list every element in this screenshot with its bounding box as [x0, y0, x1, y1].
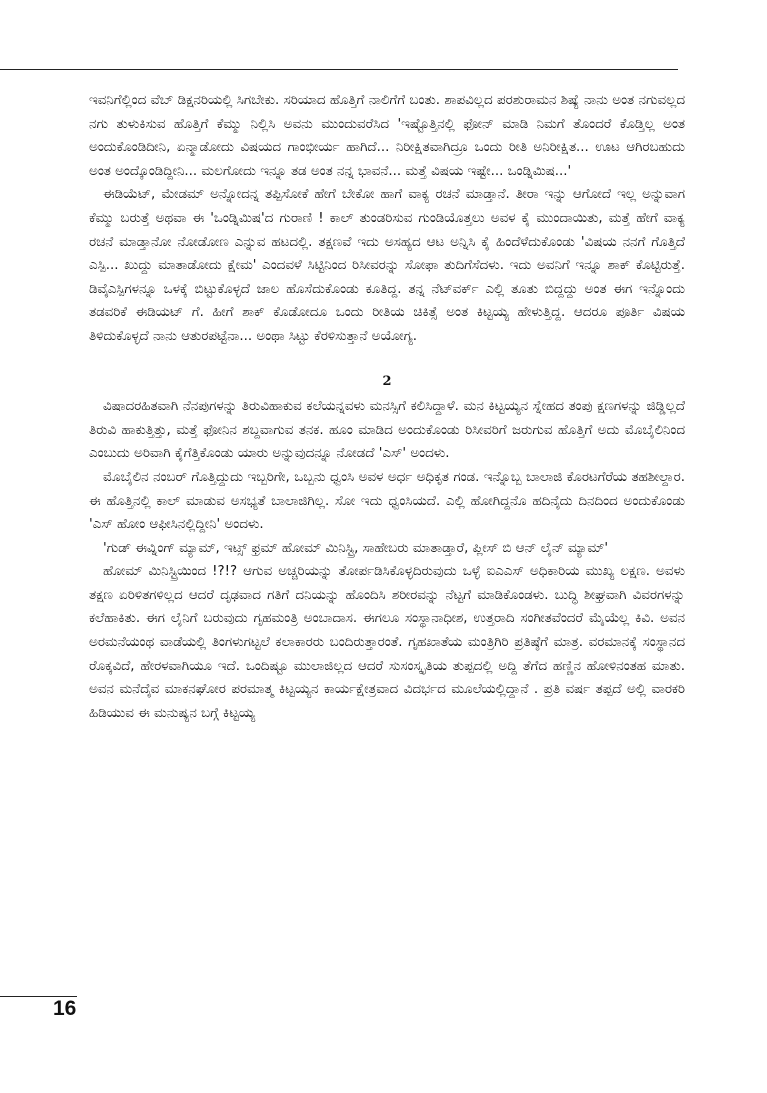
paragraph: ಈಡಿಯೆಟ್, ಮೇಡಮ್ ಅನ್ನೋದನ್ನ ತಪ್ಪಿಸೋಕೆ ಹೇಗೆ ಬೇಕೋ ಹಾಗೆ ವಾಕ್ಯ ರಚನೆ ಮಾಡ್ತಾನೆ. ತೀರಾ ಇನ್ನು ಆಗೋದೆ ಇಲ್ಲ ಅನ್ನುವಾಗ ಕೆಮ್ಮು ಬರುತ್ತೆ ಅಥವಾ ಈ 'ಒಂಡ್ನಿಮಿಷ'ದ ಗುರಾಣಿ ! ಕಾಲ್ ತುಂಡರಿಸುವ ಗುಂಡಿಯೊತ್ತಲು ಅವಳ ಕೈ ಮುಂದಾಯಿತು, ಮತ್ತೆ ಹೇಗೆ ವಾಕ್ಯ ರಚನೆ ಮಾಡ್ತಾನೋ ನೋಡೋಣ ಎನ್ನುವ ಹಟದಲ್ಲಿ. ತಕ್ಷಣವೆ ಇದು ಅಸಹ್ಯದ ಆಟ ಅನ್ನಿಸಿ ಕೈ ಹಿಂದೆಳೆದುಕೊಂಡು 'ವಿಷಯ ನನಗೆ ಗೊತ್ತಿದೆ ಎಸ್ಪಿ... ಖುದ್ದು ಮಾತಾಡೋದು ಕ್ಷೇಮ' ಎಂದವಳೆ ಸಿಟ್ಟಿನಿಂದ ರಿಸೀವರನ್ನು ಸೋಫಾ ತುದಿಗೆಸೆದಳು. ಇದು ಅವನಿಗೆ ಇನ್ನೂ ಶಾಕ್ ಕೊಟ್ಟಿರುತ್ತೆ. ಡಿವೈಎಸ್ಪಿಗಳನ್ನೂ ಒಳಕ್ಕೆ ಬಿಟ್ಟುಕೊಳ್ಳದೆ ಜಾಲ ಹೊಸೆದುಕೊಂಡು ಕೂತಿದ್ದ. ತನ್ನ ನೆಟ್‌ವರ್ಕ್ ಎಲ್ಲಿ ತೂತು ಬಿದ್ದದ್ದು ಅಂತ ಈಗ ಇನ್ನೊಂದು ತಡವರಿಕೆ ಈಡಿಯಟ್ ಗೆ. ಹೀಗೆ ಶಾಕ್ ಕೊಡೋದೂ ಒಂದು ರೀತಿಯ ಚಿಕಿತ್ಸೆ ಅಂತ ಕಿಟ್ಟಯ್ಯ ಹೇಳುತ್ತಿದ್ದ. ಆದರೂ ಪೂರ್ತಿ ವಿಷಯ ತಿಳಿದುಕೊಳ್ಳದೆ ನಾನು ಆತುರಪಟ್ಟೆನಾ... ಅಂಥಾ ಸಿಟ್ಟು ಕೆರಳಿಸುತ್ತಾನೆ ಅಯೋಗ್ಯ. [89, 187, 685, 344]
page-number: 16 [53, 997, 77, 1020]
paragraph: ಇವನಿಗೆಲ್ಲಿಂದ ವೆಬ್ ಡಿಕ್ಷನರಿಯಲ್ಲಿ ಸಿಗಬೇಕು. ಸರಿಯಾದ ಹೊತ್ತಿಗೆ ನಾಲಿಗೆಗೆ ಬಂತು. ಶಾಪವಿಲ್ಲದ ಪರಶುರಾಮನ ಶಿಷ್ಯೆ ನಾನು ಅಂತ ನಗುವಲ್ಲದ ನಗು ತುಳುಕಿಸುವ ಹೊತ್ತಿಗೆ ಕೆಮ್ಮು ನಿಲ್ಲಿಸಿ ಅವನು ಮುಂದುವರೆಸಿದ 'ಇಷ್ಟೊತ್ತಿನಲ್ಲಿ ಫೋನ್ ಮಾಡಿ ನಿಮಗೆ ತೊಂದರೆ ಕೊಡ್ತಿಲ್ಲ ಅಂತ ಅಂದುಕೊಂಡಿದೀನಿ, ಏನ್ಮಾಡೋದು ವಿಷಯದ ಗಾಂಭೀರ್ಯ ಹಾಗಿದೆ... ನಿರೀಕ್ಷಿತವಾಗಿದ್ರೂ ಒಂದು ರೀತಿ ಅನಿರೀಕ್ಷಿತ... ಊಟ ಆಗಿರಬಹುದು ಅಂತ ಅಂದ್ಕೊಂಡಿದ್ದೀನಿ... ಮಲಗೋದು ಇನ್ನೂ ತಡ ಅಂತ ನನ್ನ ಭಾವನೆ... ಮತ್ತೆ ವಿಷಯ ಇಷ್ಟೇ... ಒಂಡ್ನಿಮಿಷ...' [89, 93, 685, 179]
body-text [89, 89, 685, 725]
section-number: 2 [382, 373, 392, 389]
paragraph: 'ಗುಡ್ ಈವ್ನಿಂಗ್ ಮ್ಯಾಮ್, ಇಟ್ಸ್ ಫ್ರಮ್ ಹೋಮ್ ಮಿನಿಸ್ಟ್ರಿ, ಸಾಹೇಬರು ಮಾತಾಡ್ತಾರೆ, ಪ್ಲೀಸ್ ಬಿ ಆನ್ ಲೈನ್ ಮ್ಯಾಮ್' [103, 540, 609, 556]
header-rule [0, 69, 678, 70]
paragraph: ಹೋಮ್ ಮಿನಿಸ್ಟ್ರಿಯಿಂದ !?!? ಆಗುವ ಅಚ್ಚರಿಯನ್ನು ತೋರ್ಪಡಿಸಿಕೊಳ್ಳದಿರುವುದು ಒಳ್ಳೆ ಐಎಎಸ್ ಅಧಿಕಾರಿಯ ಮುಖ್ಯ ಲಕ್ಷಣ. ಅವಳು ತಕ್ಷಣ ಏರಿಳಿತಗಳಿಲ್ಲದ ಆದರೆ ದೃಢವಾದ ಗತಿಗೆ ದನಿಯನ್ನು ಹೊಂದಿಸಿ ಶರೀರವನ್ನು ನೆಟ್ಟಗೆ ಮಾಡಿಕೊಂಡಳು. ಬುದ್ಧಿ ಶೀಘ್ರವಾಗಿ ವಿವರಗಳನ್ನು ಕಲೆಹಾಕಿತು. ಈಗ ಲೈನಿಗೆ ಬರುವುದು ಗೃಹಮಂತ್ರಿ ಅಂಬಾದಾಸ. ಈಗಲೂ ಸಂಸ್ಥಾನಾಧೀಶ, ಉತ್ತರಾದಿ ಸಂಗೀತವೆಂದರೆ ಮೈಯೆಲ್ಲ ಕಿವಿ. ಅವನ ಅರಮನೆಯಂಥ ವಾಡೆಯಲ್ಲಿ ತಿಂಗಳುಗಟ್ಟಲೆ ಕಲಾಕಾರರು ಬಂದಿರುತ್ತಾರಂತೆ. ಗೃಹಖಾತೆಯ ಮಂತ್ರಿಗಿರಿ ಪ್ರತಿಷ್ಠೆಗೆ ಮಾತ್ರ. ವರಮಾನಕ್ಕೆ ಸಂಸ್ಥಾನದ ರೊಕ್ಕವಿದೆ, ಹೇರಳವಾಗಿಯೂ ಇದೆ. ಒಂದಿಷ್ಟೂ ಮುಲಾಜಿಲ್ಲದ ಆದರೆ ಸುಸಂಸ್ಕೃತಿಯ ತುಪ್ಪದಲ್ಲಿ ಅದ್ದಿ ತೆಗೆದ ಹಣ್ಣಿನ ಹೋಳಿನಂತಹ ಮಾತು. ಅವನ ಮನೆದೈವ ಮಾಕನಘೋರ ಪರಮಾತ್ಮ ಕಿಟ್ಟಯ್ಯನ ಕಾರ್ಯಕ್ಷೇತ್ರವಾದ ವಿದರ್ಭದ ಮೂಲೆಯಲ್ಲಿದ್ದಾನೆ . ಪ್ರತಿ ವರ್ಷ ತಪ್ಪದೆ ಅಲ್ಲಿ ವಾರಕರಿ ಹಿಡಿಯುವ ಈ ಮನುಷ್ಯನ ಬಗ್ಗೆ ಕಿಟ್ಟಯ್ಯ [89, 564, 685, 721]
paragraph: ಮೊಬೈಲಿನ ನಂಬರ್ ಗೊತ್ತಿದ್ದುದು ಇಬ್ಬರಿಗೇ, ಒಬ್ಬನು ಧ್ವಂಸಿ ಅವಳ ಅರ್ಧ ಅಧಿಕೃತ ಗಂಡ. ಇನ್ನೊಬ್ಬ ಬಾಲಾಜಿ ಕೊರಟಗೆರೆಯ ತಹಶೀಲ್ದಾರ. ಈ ಹೊತ್ತಿನಲ್ಲಿ ಕಾಲ್ ಮಾಡುವ ಅಸಭ್ಯತೆ ಬಾಲಾಜಿಗಿಲ್ಲ. ಸೋ ಇದು ಧ್ವಂಸಿಯದೆ. ಎಲ್ಲಿ ಹೋಗಿದ್ದನೊ ಹದಿನೈದು ದಿನದಿಂದ ಅಂದುಕೊಂಡು 'ಎಸ್ ಹೋಂ ಆಫೀಸಿನಲ್ಲಿದ್ದೀನಿ' ಅಂದಳು. [89, 469, 685, 533]
paragraph: ವಿಷಾದರಹಿತವಾಗಿ ನೆನಪುಗಳನ್ನು ತಿರುವಿಹಾಕುವ ಕಲೆಯನ್ನವಳು ಮನಸ್ಸಿಗೆ ಕಲಿಸಿದ್ದಾಳೆ. ಮನ ಕಿಟ್ಟಯ್ಯನ ಸ್ನೇಹದ ತಂಪು ಕ್ಷಣಗಳನ್ನು ಜಿಡ್ಡಿಲ್ಲದೆ ತಿರುವಿ ಹಾಕುತ್ತಿತ್ತು, ಮತ್ತೆ ಫೋನಿನ ಶಬ್ದವಾಗುವ ತನಕ. ಹೂಂ ಮಾಡಿದ ಅಂದುಕೊಂಡು ರಿಸೀವರಿಗೆ ಜರುಗುವ ಹೊತ್ತಿಗೆ ಅದು ಮೊಬೈಲಿನಿಂದ ಎಂಬುದು ಅರಿವಾಗಿ ಕೈಗೆತ್ತಿಕೊಂಡು ಯಾರು ಅನ್ನುವುದನ್ನೂ ನೋಡದೆ 'ಎಸ್' ಅಂದಳು. [89, 399, 685, 462]
